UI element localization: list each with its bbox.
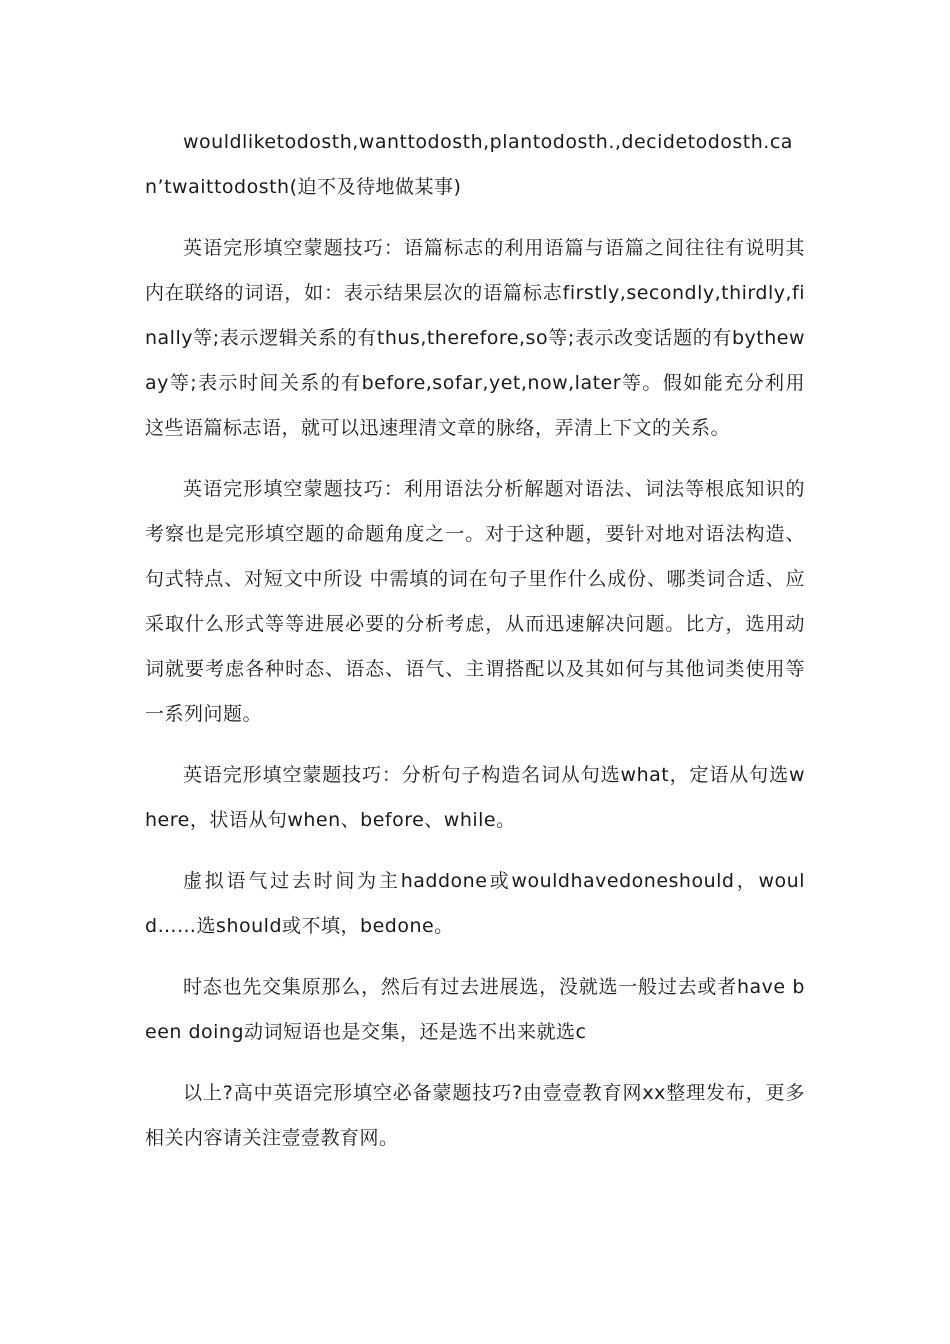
paragraph-discourse-markers: 英语完形填空蒙题技巧：语篇标志的利用语篇与语篇之间往往有说明其内在联络的词语，如：表示结果层次的语篇标志firstly,secondly,thirdly,finally等;表示逻辑关系的有thus,therefore,so等;表示改变话题的有bytheway等;表示时间关系的有before,sofar,yet,now,later等。假如能充分利用这些语篇标志语，就可以迅速理清文章的脉络，弄清上下文的关系。	[145, 237, 805, 439]
paragraph-tense: 时态也先交集原那么，然后有过去进展选，没就选一般过去或者have been doing动词短语也是交集，还是选不出来就选c	[145, 976, 805, 1043]
paragraph-subjunctive: 虚拟语气过去时间为主haddone或wouldhavedoneshould，would……选should或不填，bedone。	[145, 870, 805, 937]
paragraph-phrases: wouldliketodosth,wanttodosth,plantodosth.,decidetodosth.can’twaittodosth(迫不及待地做某事)	[145, 131, 793, 198]
paragraph-grammar-analysis: 英语完形填空蒙题技巧：利用语法分析解题对语法、词法等根底知识的考察也是完形填空题的命题角度之一。对于这种题，要针对地对语法构造、句式特点、对短文中所设 中需填的词在句子里作什么成份、哪类词合适、应采取什么形式等等进展必要的分析考虑，从而迅速解决问题。比方，选用动词就要考虑各种时态、语态、语气、主谓搭配以及其如何与其他词类使用等一系列问题。	[145, 478, 805, 725]
document-body	[145, 120, 805, 1177]
paragraph-sentence-structure: 英语完形填空蒙题技巧：分析句子构造名词从句选what，定语从句选where，状语从句when、before、while。	[145, 764, 805, 831]
paragraph-closing: 以上?高中英语完形填空必备蒙题技巧?由壹壹教育网xx整理发布，更多相关内容请关注壹壹教育网。	[145, 1082, 805, 1149]
